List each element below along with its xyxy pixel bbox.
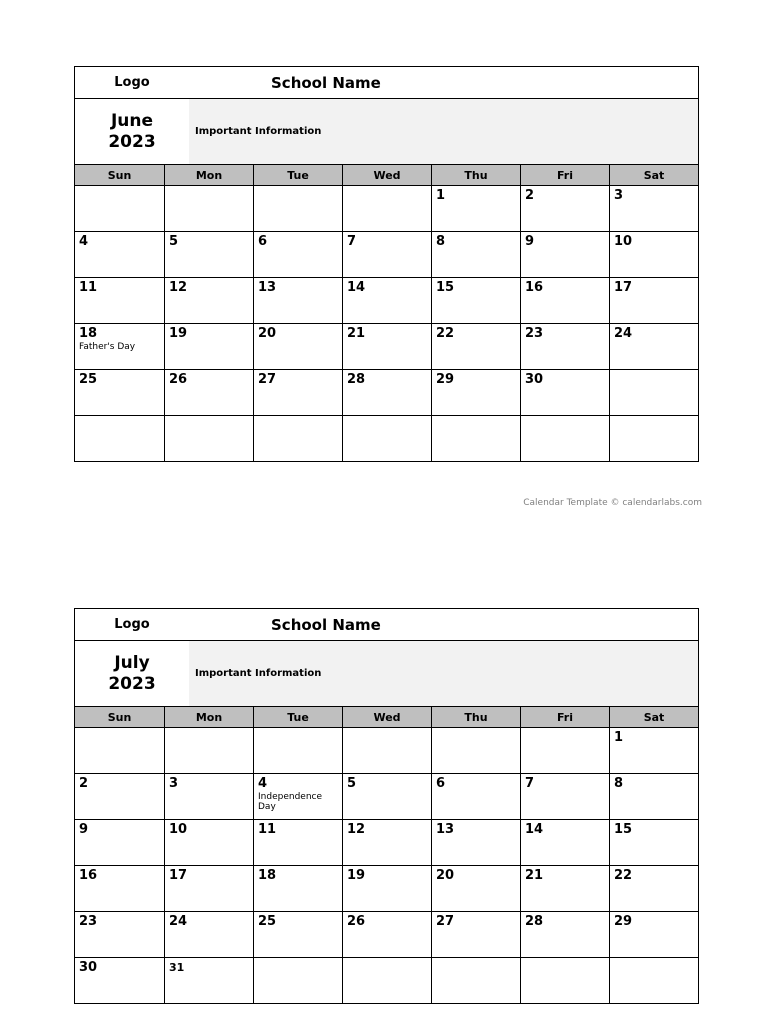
- day-cell: [75, 774, 164, 820]
- day-number: 8: [614, 776, 624, 791]
- day-cell: [342, 728, 431, 774]
- day-number: 15: [436, 280, 455, 295]
- day-cell: [609, 278, 698, 324]
- day-cell: [253, 958, 342, 1004]
- day-cell: [75, 370, 164, 416]
- holiday-label: Independence Day: [258, 792, 323, 812]
- day-cell: [75, 278, 164, 324]
- day-number: 24: [614, 326, 633, 341]
- day-number: 11: [258, 822, 277, 837]
- weekday-tue: Tue: [253, 707, 342, 727]
- day-cell: [431, 912, 520, 958]
- day-number: 21: [525, 868, 544, 883]
- day-number: 5: [169, 234, 179, 249]
- day-cell: [431, 866, 520, 912]
- day-cell: [164, 866, 253, 912]
- day-number: 15: [614, 822, 633, 837]
- day-cell: [253, 186, 342, 232]
- day-cell: [253, 866, 342, 912]
- day-number: 7: [347, 234, 357, 249]
- calendar-header: [75, 66, 698, 99]
- day-cell: [253, 278, 342, 324]
- day-cell: [253, 728, 342, 774]
- important-information: Important Information: [189, 99, 698, 164]
- weekday-header: [75, 706, 698, 728]
- day-cell: [75, 416, 164, 462]
- month-title: [75, 99, 189, 164]
- month-year: 2023: [108, 673, 156, 694]
- day-cell: [609, 958, 698, 1004]
- day-cell: [609, 866, 698, 912]
- day-cell: [520, 866, 609, 912]
- weekday-mon: Mon: [164, 165, 253, 185]
- day-number: 6: [258, 234, 268, 249]
- day-number: 26: [169, 372, 188, 387]
- day-number: 29: [436, 372, 455, 387]
- day-cell: [164, 370, 253, 416]
- day-cell: [609, 186, 698, 232]
- day-number: 13: [436, 822, 455, 837]
- logo-placeholder: Logo: [114, 617, 150, 632]
- day-cell: [75, 866, 164, 912]
- weekday-wed: Wed: [342, 707, 431, 727]
- weekday-fri: Fri: [520, 707, 609, 727]
- month-year: 2023: [108, 131, 156, 152]
- day-cell: [431, 324, 520, 370]
- day-cell: [342, 416, 431, 462]
- day-number: 12: [347, 822, 366, 837]
- day-number: 5: [347, 776, 357, 791]
- day-number: 17: [614, 280, 633, 295]
- day-grid: [75, 186, 698, 462]
- day-number: 14: [347, 280, 366, 295]
- day-cell: [520, 416, 609, 462]
- day-cell: [75, 912, 164, 958]
- day-cell: [342, 774, 431, 820]
- important-information: Important Information: [189, 641, 698, 706]
- day-cell: [75, 232, 164, 278]
- day-cell: [342, 958, 431, 1004]
- day-cell: [431, 958, 520, 1004]
- day-number: 7: [525, 776, 535, 791]
- day-cell: [520, 278, 609, 324]
- day-number: 24: [169, 914, 188, 929]
- day-cell: [609, 370, 698, 416]
- day-number: 25: [79, 372, 98, 387]
- day-cell: [431, 232, 520, 278]
- day-cell: [164, 186, 253, 232]
- day-cell: [431, 370, 520, 416]
- day-number: 30: [79, 960, 98, 975]
- day-cell: [431, 774, 520, 820]
- day-cell: [520, 728, 609, 774]
- day-cell: [431, 186, 520, 232]
- day-number: 23: [525, 326, 544, 341]
- day-cell: [520, 774, 609, 820]
- day-number: 1: [614, 730, 624, 745]
- day-number: 31: [169, 961, 185, 974]
- day-number: 28: [525, 914, 544, 929]
- day-cell: [253, 416, 342, 462]
- day-number: 17: [169, 868, 188, 883]
- month-name: June: [110, 110, 154, 131]
- day-cell: [164, 820, 253, 866]
- calendar-june: [74, 66, 699, 462]
- day-cell: [431, 820, 520, 866]
- day-cell: [520, 912, 609, 958]
- day-cell: [520, 370, 609, 416]
- day-cell: [431, 728, 520, 774]
- day-number: 26: [347, 914, 366, 929]
- day-cell: [253, 774, 342, 820]
- day-cell: [164, 232, 253, 278]
- day-cell: [164, 912, 253, 958]
- day-number: 9: [79, 822, 89, 837]
- day-number: 2: [525, 188, 535, 203]
- day-number: 12: [169, 280, 188, 295]
- day-cell: [164, 774, 253, 820]
- day-number: 8: [436, 234, 446, 249]
- holiday-label: Father's Day: [79, 342, 136, 352]
- day-cell: [342, 370, 431, 416]
- day-cell: [342, 820, 431, 866]
- day-number: 23: [79, 914, 98, 929]
- day-cell: [253, 912, 342, 958]
- weekday-wed: Wed: [342, 165, 431, 185]
- school-name: School Name: [271, 615, 381, 634]
- weekday-mon: Mon: [164, 707, 253, 727]
- day-number: 14: [525, 822, 544, 837]
- day-number: 10: [614, 234, 633, 249]
- day-cell: [609, 912, 698, 958]
- day-number: 30: [525, 372, 544, 387]
- day-cell: [75, 728, 164, 774]
- day-cell: [609, 232, 698, 278]
- day-cell: [520, 820, 609, 866]
- day-cell: [342, 232, 431, 278]
- month-info-row: [75, 99, 698, 164]
- day-cell: [164, 728, 253, 774]
- weekday-sat: Sat: [609, 165, 698, 185]
- day-number: 29: [614, 914, 633, 929]
- day-cell: [164, 278, 253, 324]
- day-number: 20: [436, 868, 455, 883]
- day-number: 19: [169, 326, 188, 341]
- day-number: 28: [347, 372, 366, 387]
- day-number: 4: [79, 234, 89, 249]
- day-number: 19: [347, 868, 366, 883]
- day-cell: [609, 820, 698, 866]
- day-cell: [520, 324, 609, 370]
- day-cell: [164, 324, 253, 370]
- day-cell: [609, 324, 698, 370]
- weekday-fri: Fri: [520, 165, 609, 185]
- school-name: School Name: [271, 73, 381, 92]
- day-cell: [164, 416, 253, 462]
- day-cell: [75, 820, 164, 866]
- month-title: [75, 641, 189, 706]
- calendar-header: [75, 608, 698, 641]
- weekday-tue: Tue: [253, 165, 342, 185]
- day-cell: [253, 820, 342, 866]
- weekday-header: [75, 164, 698, 186]
- day-cell: [609, 774, 698, 820]
- day-number: 11: [79, 280, 98, 295]
- day-grid: [75, 728, 698, 1004]
- day-number: 18: [79, 326, 98, 341]
- day-cell: [342, 866, 431, 912]
- day-cell: [75, 958, 164, 1004]
- weekday-sat: Sat: [609, 707, 698, 727]
- day-number: 27: [436, 914, 455, 929]
- day-cell: [342, 186, 431, 232]
- day-number: 16: [79, 868, 98, 883]
- day-cell: [253, 324, 342, 370]
- weekday-thu: Thu: [431, 165, 520, 185]
- day-number: 20: [258, 326, 277, 341]
- day-number: 3: [169, 776, 179, 791]
- day-number: 16: [525, 280, 544, 295]
- day-number: 4: [258, 776, 268, 791]
- day-number: 27: [258, 372, 277, 387]
- day-cell: [75, 324, 164, 370]
- calendar-july: [74, 608, 699, 1004]
- day-cell: [609, 416, 698, 462]
- day-number: 10: [169, 822, 188, 837]
- day-cell: [342, 278, 431, 324]
- month-name: July: [114, 652, 150, 673]
- day-number: 2: [79, 776, 89, 791]
- template-credit: Calendar Template © calendarlabs.com: [523, 498, 702, 508]
- day-number: 22: [614, 868, 633, 883]
- day-number: 1: [436, 188, 446, 203]
- day-number: 21: [347, 326, 366, 341]
- day-cell: [520, 232, 609, 278]
- day-cell: [609, 728, 698, 774]
- day-cell: [520, 186, 609, 232]
- day-number: 25: [258, 914, 277, 929]
- day-number: 22: [436, 326, 455, 341]
- weekday-sun: Sun: [107, 710, 132, 724]
- day-number: 18: [258, 868, 277, 883]
- day-number: 13: [258, 280, 277, 295]
- day-cell: [520, 958, 609, 1004]
- day-cell: [342, 324, 431, 370]
- day-cell: [164, 958, 253, 1004]
- month-info-row: [75, 641, 698, 706]
- day-number: 6: [436, 776, 446, 791]
- weekday-sun: Sun: [107, 168, 132, 182]
- day-cell: [431, 278, 520, 324]
- day-cell: [75, 186, 164, 232]
- day-cell: [431, 416, 520, 462]
- logo-placeholder: Logo: [114, 75, 150, 90]
- day-number: 3: [614, 188, 624, 203]
- day-cell: [253, 232, 342, 278]
- day-number: 9: [525, 234, 535, 249]
- day-cell: [342, 912, 431, 958]
- day-cell: [253, 370, 342, 416]
- weekday-thu: Thu: [431, 707, 520, 727]
